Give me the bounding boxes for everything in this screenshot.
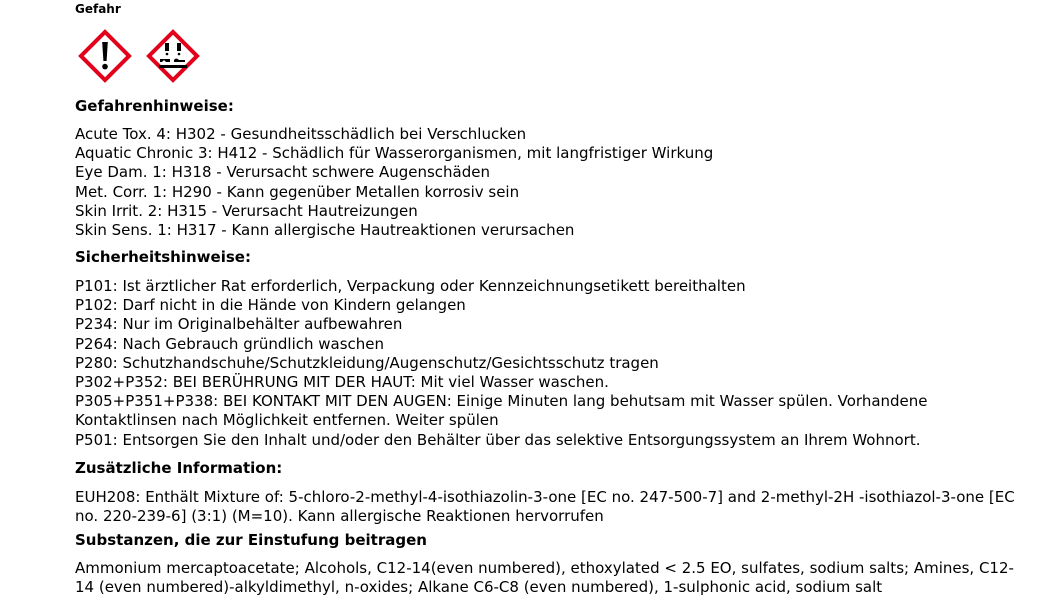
list-item: Skin Sens. 1: H317 - Kann allergische Hautreaktionen verursachen — [75, 221, 575, 240]
hazard-statements-heading: Gefahrenhinweise: — [75, 97, 234, 115]
signal-word: Gefahr — [75, 2, 121, 16]
classification-substances-heading: Substanzen, die zur Einstufung beitragen — [75, 531, 427, 549]
list-item: P305+P351+P338: BEI KONTAKT MIT DEN AUGEN: Einige Minuten lang behutsam mit Wasser spülen. Vorhandene Kontaktlinsen nach Möglichkeit entfernen. Weiter spülen — [75, 392, 928, 430]
list-item: Acute Tox. 4: H302 - Gesundheitsschädlich bei Verschlucken — [75, 125, 527, 143]
precautionary-statements-list — [75, 277, 1025, 450]
hazard-statements-list — [75, 125, 713, 240]
exclamation-mark-icon — [76, 27, 134, 85]
list-item: P501: Entsorgen Sie den Inhalt und/oder den Behälter über das selektive Entsorgungssystem an Ihrem Wohnort. — [75, 430, 921, 449]
list-item: P101: Ist ärztlicher Rat erforderlich, Verpackung oder Kennzeichnungsetikett bereithalten — [75, 277, 746, 295]
additional-information-heading: Zusätzliche Information: — [75, 459, 283, 477]
corrosion-icon — [144, 27, 202, 85]
precautionary-statements-heading: Sicherheitshinweise: — [75, 248, 251, 266]
list-item: Eye Dam. 1: H318 - Verursacht schwere Augenschäden — [75, 163, 490, 182]
list-item: P102: Darf nicht in die Hände von Kindern gelangen — [75, 296, 466, 315]
additional-information-text: EUH208: Enthält Mixture of: 5-chloro-2-methyl-4-isothiazolin-3-one [EC no. 247-500-7] and 2-methyl-2H -isothiazol-3-one [EC no. 220-239-6] (3:1) (M=10). Kann allergische Reaktionen hervorrufen — [75, 488, 1015, 526]
list-item: P264: Nach Gebrauch gründlich waschen — [75, 334, 385, 353]
list-item: P280: Schutzhandschuhe/Schutzkleidung/Augenschutz/Gesichtsschutz tragen — [75, 353, 659, 372]
list-item: P234: Nur im Originalbehälter aufbewahren — [75, 315, 403, 334]
list-item: Skin Irrit. 2: H315 - Verursacht Hautreizungen — [75, 201, 418, 220]
classification-substances-text: Ammonium mercaptoacetate; Alcohols, C12-14(even numbered), ethoxylated < 2.5 EO, sulfates, sodium salts; Amines, C12-14 (even numbered)-alkyldimethyl, n-oxides; Alkane C6-C8 (even numbered), 1-sulphonic acid, sodium salt — [75, 559, 1014, 597]
list-item: P302+P352: BEI BERÜHRUNG MIT DER HAUT: Mit viel Wasser waschen. — [75, 373, 609, 392]
list-item: Aquatic Chronic 3: H412 - Schädlich für Wasserorganismen, mit langfristiger Wirkung — [75, 144, 714, 163]
list-item: Met. Corr. 1: H290 - Kann gegenüber Metallen korrosiv sein — [75, 182, 520, 201]
